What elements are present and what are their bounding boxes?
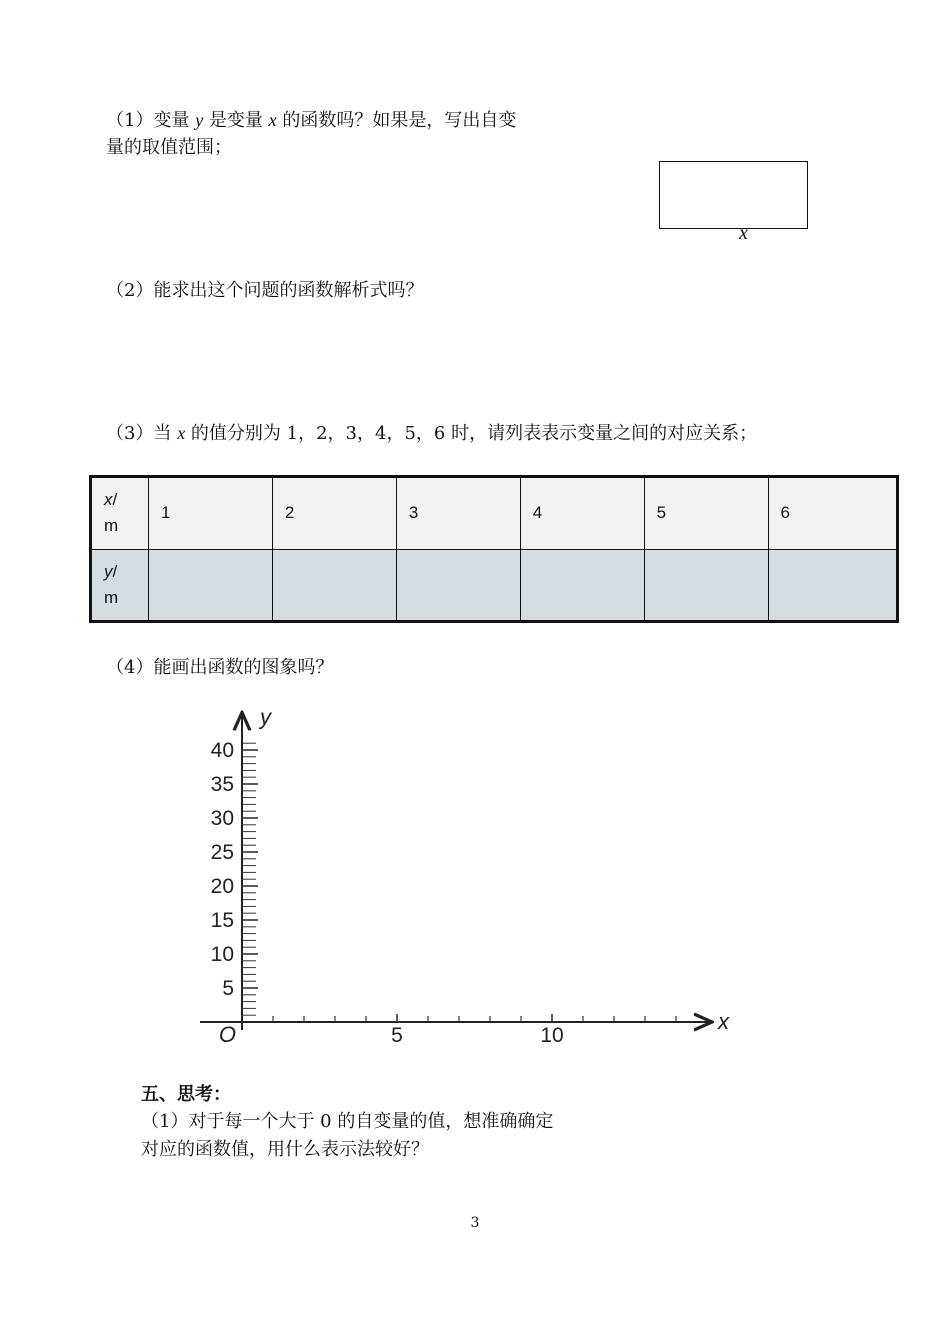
x-axis-label: x [718, 1009, 729, 1034]
value-table [89, 475, 899, 623]
question-1-line-2: 量的取值范围； [106, 137, 232, 158]
table-header-y: y/ m [91, 549, 149, 622]
question-2: （2）能求出这个问题的函数解析式吗？ [106, 280, 424, 301]
y-tick-label: 30 [210, 807, 234, 830]
y-tick-label: 35 [210, 773, 234, 796]
axis-labels [211, 704, 730, 1047]
y-tick-label: 20 [210, 875, 234, 898]
axes [200, 714, 710, 1030]
table-header-x: x/ m [91, 477, 149, 550]
table-cell: 5 [644, 477, 768, 550]
table-cell-empty[interactable] [272, 549, 396, 622]
table-cell: 1 [149, 477, 273, 550]
y-axis-label: y [260, 704, 271, 730]
x-tick-label: 5 [391, 1024, 403, 1047]
origin-label: O [218, 1022, 236, 1047]
y-tick-label: 40 [210, 739, 234, 762]
q3-var-x: x [177, 423, 186, 443]
y-tick-label: 5 [222, 977, 234, 1000]
q1-suffix: 的函数吗？如果是，写出自变 [282, 110, 517, 131]
section-5-line-2: 对应的函数值，用什么表示法较好？ [141, 1139, 429, 1160]
rectangle-figure [659, 161, 808, 229]
table-row-x [91, 477, 898, 550]
q3-prefix: （3）当 [106, 423, 172, 444]
rectangle-side-label: x [739, 222, 748, 244]
table-row-y [91, 549, 898, 622]
table-cell-empty[interactable] [149, 549, 273, 622]
section-5-title: 五、思考： [141, 1084, 231, 1105]
q1-var-x: x [268, 110, 277, 130]
coordinate-plane [190, 700, 729, 1060]
table-cell: 4 [520, 477, 644, 550]
table-cell: 3 [396, 477, 520, 550]
q1-mid: 是变量 [208, 110, 263, 131]
question-3 [106, 419, 757, 448]
question-1-line-1 [106, 106, 516, 135]
table-cell-empty[interactable] [644, 549, 768, 622]
q3-suffix: 的值分别为 1，2，3，4，5，6 时，请列表表示变量之间的对应关系； [190, 423, 758, 444]
ticks [242, 743, 676, 1022]
y-tick-label: 25 [210, 841, 234, 864]
table-cell-empty[interactable] [396, 549, 520, 622]
page-number: 3 [470, 1215, 480, 1231]
q1-var-y: y [195, 110, 204, 130]
question-4: （4）能画出函数的图象吗？ [106, 657, 334, 678]
x-tick-label: 10 [540, 1024, 564, 1047]
section-5-line-1: （1）对于每一个大于 0 的自变量的值，想准确确定 [141, 1111, 554, 1132]
table-cell-empty[interactable] [520, 549, 644, 622]
table-cell: 2 [272, 477, 396, 550]
q1-prefix: （1）变量 [106, 110, 190, 131]
table-cell-empty[interactable] [768, 549, 897, 622]
y-tick-label: 15 [210, 909, 234, 932]
table-cell: 6 [768, 477, 897, 550]
y-tick-label: 10 [210, 943, 234, 966]
